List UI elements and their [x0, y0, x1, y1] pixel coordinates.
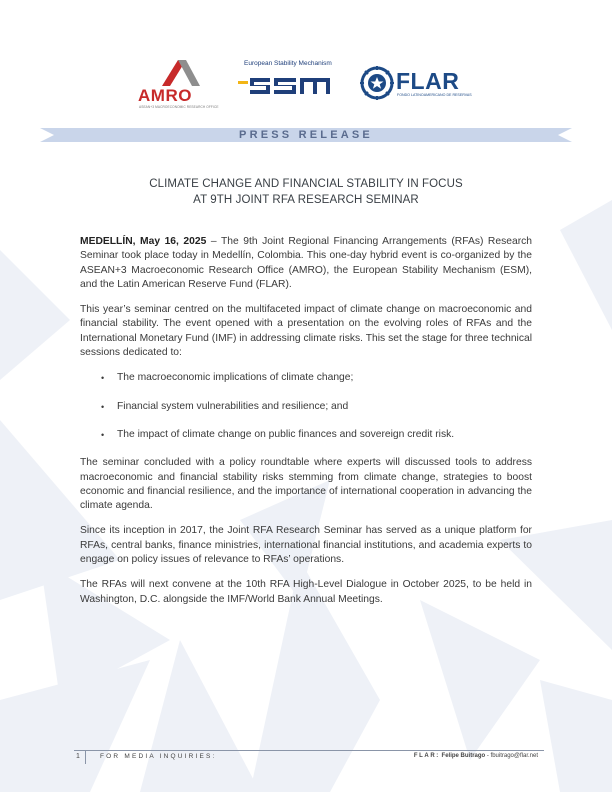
contact-org: FLAR:: [413, 753, 440, 759]
flar-wordmark: FLAR: [396, 68, 460, 94]
amro-logo: [138, 58, 219, 109]
headline: [80, 176, 532, 208]
amro-subtitle: ASEAN+3 MACROECONOMIC RESEARCH OFFICE: [139, 105, 219, 109]
list-item: [80, 371, 532, 385]
flar-subtitle: FONDO LATINOAMERICANO DE RESERVAS: [397, 93, 472, 97]
paragraph-1-text: – The 9th Joint Regional Financing Arrangements (RFAs) Research Seminar took place today in Medellín, Colombia. This one-day hybrid event is co-organized by the ASEAN+3 Macroeconomic Research Office (AMRO), the European Stability Mechanism (ESM), and the Latin American Reserve Fund (FLAR).: [80, 236, 532, 290]
esm-top-text: European Stability Mechanism: [244, 60, 332, 67]
list-item: [80, 400, 532, 414]
contact-email[interactable]: - fbuitrago@flar.net: [485, 753, 538, 759]
bullet-icon: •: [101, 373, 105, 384]
page-number: 1: [76, 753, 80, 760]
headline-line-1: CLIMATE CHANGE AND FINANCIAL STABILITY IN FOCUS: [149, 178, 463, 190]
media-contact: [414, 753, 538, 759]
amro-wordmark: AMRO: [138, 86, 192, 105]
list-item-text: Financial system vulnerabilities and resilience; and: [117, 400, 349, 412]
footer-divider: [74, 750, 544, 751]
media-inquiries-label: FOR MEDIA INQUIRIES:: [100, 753, 217, 760]
press-release-label: PRESS RELEASE: [239, 129, 373, 141]
article-body: [80, 235, 532, 618]
flar-logo: [360, 66, 478, 102]
paragraph-1: [80, 235, 532, 292]
contact-name: Felipe Buitrago: [441, 753, 486, 759]
bullet-icon: •: [101, 401, 105, 412]
bullet-icon: •: [101, 429, 105, 440]
esm-logo: [238, 60, 334, 100]
esm-wordmark-icon: [238, 72, 334, 102]
sessions-list: [80, 371, 532, 442]
paragraph-3: The seminar concluded with a policy roundtable where experts will discussed tools to address macroeconomic and financial stability risks stemming from climate change, strategies to boost economic and financial resilience, and the importance of international cooperation in advancing the climate agenda.: [80, 457, 532, 512]
headline-line-2: AT 9TH JOINT RFA RESEARCH SEMINAR: [193, 194, 419, 206]
list-item: [80, 428, 532, 442]
footer-page-divider: [85, 750, 86, 764]
flar-emblem-icon: [360, 66, 394, 100]
list-item-text: The impact of climate change on public finances and sovereign credit risk.: [117, 428, 455, 440]
paragraph-2: This year’s seminar centred on the multifaceted impact of climate change on macroeconomic and financial stability. The event opened with a presentation on the evolving roles of RFAs and the International Monetary Fund (IMF) in addressing climate risks. This set the stage for three technical sessions dedicated to:: [80, 304, 532, 359]
paragraph-4: Since its inception in 2017, the Joint RFA Research Seminar has served as a unique platform for RFAs, central banks, finance ministries, international financial institutions, and academia experts to engage on policy issues of relevance to RFAs’ operations.: [80, 525, 532, 566]
list-item-text: The macroeconomic implications of climate change;: [117, 372, 354, 384]
paragraph-5: The RFAs will next convene at the 10th RFA High-Level Dialogue in October 2025, to be held in Washington, D.C. alongside the IMF/World Bank Annual Meetings.: [80, 579, 532, 605]
amro-mark-icon: [138, 58, 210, 88]
dateline: MEDELLÍN, May 16, 2025: [80, 236, 207, 247]
